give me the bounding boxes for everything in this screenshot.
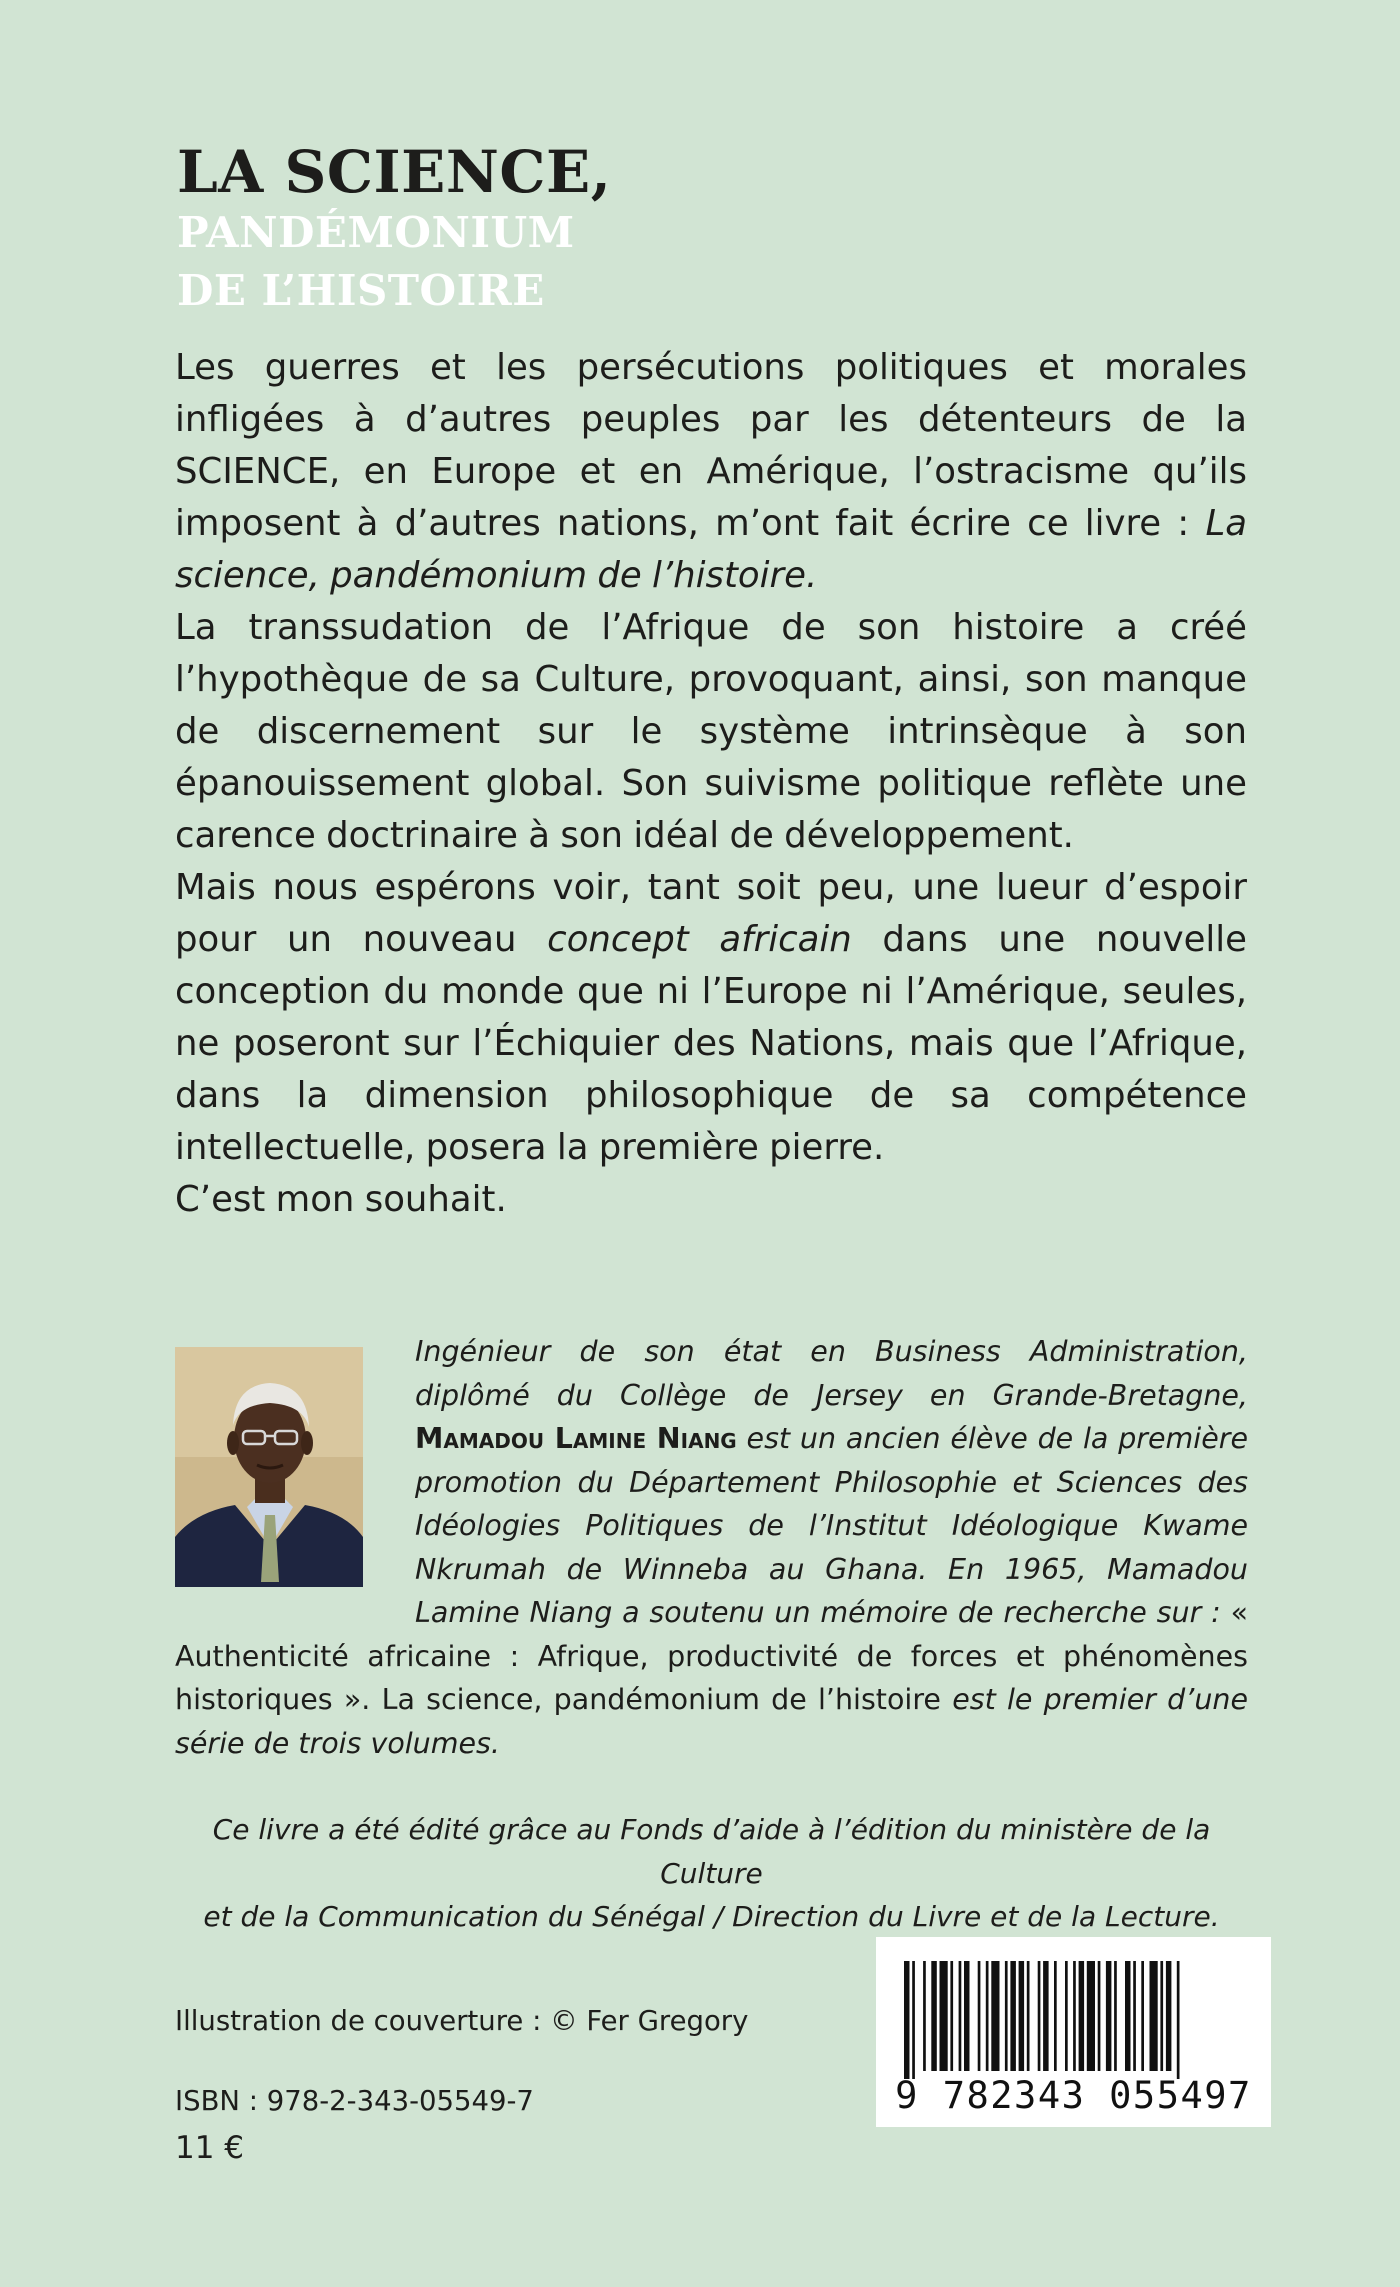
barcode-bar: [912, 1961, 915, 2079]
author-name: Mamadou Lamine Niang: [415, 1422, 737, 1455]
barcode-bar: [1073, 1961, 1076, 2071]
funding-notice-line-1: Ce livre a été édité grâce au Fonds d’aide à l’édition du ministère de la Culture: [212, 1813, 1211, 1890]
barcode-bar: [991, 1961, 999, 2071]
barcode-bar: [1098, 1961, 1101, 2071]
barcode-bar: [1038, 1961, 1041, 2071]
title-line-3: DE L’HISTOIRE: [177, 266, 545, 315]
barcode-bar: [923, 1961, 926, 2071]
barcode-digits: 9 782343 055497: [895, 2074, 1252, 2117]
illustration-credit: Illustration de couverture : © Fer Gregory: [175, 2005, 749, 2037]
barcode-bar: [1160, 1961, 1163, 2071]
barcode-bar: [904, 1961, 910, 2079]
barcode-bar: [1133, 1961, 1136, 2071]
author-bio-quote: « Authenticité africaine : Afrique, productivité de forces et phénomènes historiques ». La science, pandémonium de l’histoire: [175, 1596, 1248, 1716]
back-cover-blurb: [175, 342, 1247, 1226]
barcode-bar: [1177, 1961, 1180, 2079]
blurb-p3-text-b: dans une nouvelle conception du monde que ni l’Europe ni l’Amérique, seules, ne poseront sur l’Échiquier des Nations, mais que l’Afrique, dans la dimension philosophique de sa compétence intellectuelle, posera la première pierre.: [175, 919, 1247, 1168]
book-title: [177, 140, 777, 320]
barcode-bar: [1114, 1961, 1117, 2071]
author-bio-part-1: Ingénieur de son état en Business Administration, diplômé du Collège de Jersey en Grande-Bretagne,: [415, 1335, 1248, 1412]
funding-notice-line-2: et de la Communication du Sénégal / Direction du Livre et de la Lecture.: [203, 1900, 1220, 1933]
author-bio-part-3: est le premier d’une série de trois volumes.: [175, 1683, 1248, 1760]
barcode-bar: [959, 1961, 962, 2071]
barcode-bar: [950, 1961, 953, 2071]
isbn-barcode: [876, 1937, 1271, 2127]
blurb-paragraph-4: C’est mon souhait.: [175, 1179, 507, 1220]
barcode-bar: [964, 1961, 970, 2071]
price: 11 €: [175, 2130, 245, 2166]
barcode-bar: [1027, 1961, 1030, 2071]
blurb-p1-text: Les guerres et les persécutions politiques et morales infligées à d’autres peuples par les détenteurs de la SCIENCE, en Europe et en Amérique, l’ostracisme qu’ils imposent à d’autres nations, m’ont fait écrire ce livre :: [175, 347, 1247, 544]
barcode-bar: [1166, 1961, 1172, 2071]
barcode-bar: [1087, 1961, 1095, 2071]
author-photo: [175, 1347, 363, 1587]
blurb-p3-text-a: Mais nous espérons voir, tant soit peu, une lueur d’espoir pour un nouveau: [175, 867, 1247, 960]
barcode-bar: [1079, 1961, 1085, 2071]
barcode-bar: [1141, 1961, 1144, 2071]
barcode-bar: [931, 1961, 937, 2071]
barcode-bar: [1150, 1961, 1158, 2071]
blurb-p1-book-title: La science, pandémonium de l’histoire.: [175, 503, 1247, 596]
barcode-bar: [986, 1961, 989, 2071]
author-portrait-image: [175, 1347, 363, 1587]
barcode-bar: [1125, 1961, 1131, 2071]
author-bio-part-2: est un ancien élève de la première promotion du Département Philosophie et Sciences des Idéologies Politiques de l’Institut Idéologique Kwame Nkrumah de Winneba au Ghana. En 1965, Mamadou Lamine Niang a soutenu un mémoire de recherche sur :: [415, 1422, 1249, 1629]
barcode-bar: [1010, 1961, 1016, 2071]
funding-notice: [175, 1808, 1248, 1939]
blurb-p3-emphasis: concept africain: [547, 919, 852, 960]
barcode-bar: [1065, 1961, 1068, 2071]
author-section: [175, 1330, 1248, 1765]
barcode-bars: [876, 1937, 1271, 2087]
title-line-2: PANDÉMONIUM: [177, 208, 575, 257]
blurb-paragraph-3: [175, 862, 1247, 1174]
barcode-bar: [978, 1961, 981, 2071]
barcode-bar: [1106, 1961, 1112, 2071]
barcode-bar: [1054, 1961, 1057, 2071]
barcode-bar: [1005, 1961, 1008, 2071]
title-line-1: LA SCIENCE,: [177, 138, 612, 206]
isbn: ISBN : 978-2-343-05549-7: [175, 2085, 534, 2117]
barcode-bar: [1043, 1961, 1049, 2071]
blurb-paragraph-1: [175, 342, 1247, 602]
barcode-bar: [940, 1961, 948, 2071]
barcode-bar: [1019, 1961, 1025, 2071]
blurb-paragraph-2: La transsudation de l’Afrique de son histoire a créé l’hypothèque de sa Culture, provoquant, ainsi, son manque de discernement sur le système intrinsèque à son épanouissement global. Son suivisme politique reflète une carence doctrinaire à son idéal de développement.: [175, 607, 1247, 856]
